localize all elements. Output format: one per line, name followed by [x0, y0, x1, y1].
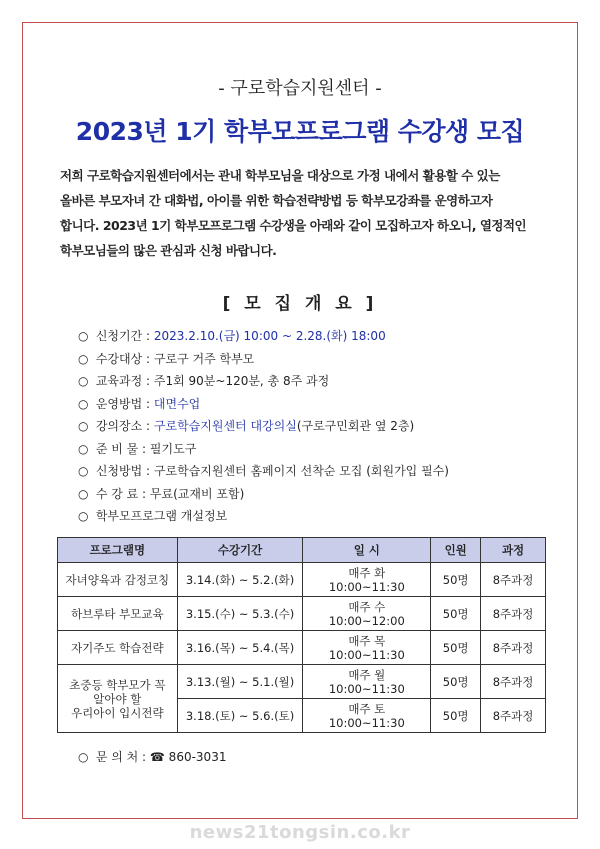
- intro-line: 학부모님들의 많은 관심과 신청 바랍니다.: [60, 243, 277, 258]
- intro-line: 올바른 부모자녀 간 대화법, 아이를 위한 학습전략방법 등 학부모강좌를 운영하고자: [60, 193, 493, 208]
- info-label: 학부모프로그램 개설정보: [95, 509, 228, 523]
- info-item-fee: [78, 483, 558, 506]
- program-capacity: 50명: [431, 597, 481, 631]
- program-course: 8주과정: [481, 699, 546, 733]
- program-capacity: 50명: [431, 699, 481, 733]
- info-item-period: [78, 325, 558, 348]
- program-schedule: [303, 631, 431, 665]
- info-value: 필기도구: [149, 441, 197, 456]
- program-period: 3.16.(목) ~ 5.4.(목): [177, 631, 303, 665]
- table-row: [58, 563, 546, 597]
- info-item-programs: [78, 505, 558, 528]
- schedule-time: 10:00~11:30: [328, 579, 405, 594]
- circle-bullet-icon: ○: [78, 351, 89, 366]
- circle-bullet-icon: ○: [78, 750, 89, 764]
- section-title: [ 모 집 개 요 ]: [222, 294, 378, 314]
- circle-bullet-icon: ○: [78, 329, 89, 343]
- table-row: [58, 597, 546, 631]
- schedule-day: 매주 목: [348, 633, 386, 648]
- info-label: 수 강 료 :: [95, 486, 147, 501]
- info-item-supplies: [78, 438, 558, 461]
- circle-bullet-icon: ○: [78, 441, 89, 456]
- circle-bullet-icon: ○: [78, 464, 89, 478]
- info-label: 교육과정 :: [95, 374, 151, 388]
- program-name-line: 초중등 학부모가 꼭: [69, 677, 166, 692]
- intro-line: 저희 구로학습지원센터에서는 관내 학부모님을 대상으로 가정 내에서 활용할 수 있는: [60, 168, 500, 183]
- info-value: 구로구 거주 학부모: [153, 351, 255, 366]
- info-label: 수강대상 :: [95, 351, 151, 366]
- column-header: 인원: [431, 538, 481, 563]
- program-schedule: [303, 699, 431, 733]
- intro-paragraph: [60, 163, 546, 263]
- info-item-apply: [78, 460, 558, 483]
- schedule-day: 매주 수: [348, 599, 386, 614]
- circle-bullet-icon: ○: [78, 509, 89, 523]
- program-schedule: [303, 665, 431, 699]
- program-course: 8주과정: [481, 597, 546, 631]
- table-row: [58, 665, 546, 699]
- program-capacity: 50명: [431, 563, 481, 597]
- program-schedule: [303, 563, 431, 597]
- circle-bullet-icon: ○: [78, 486, 89, 501]
- info-value-rest: (구로구민회관 옆 2층): [296, 419, 415, 433]
- schedule-time: 10:00~12:00: [328, 613, 405, 628]
- intro-line: 합니다. 2023년 1기 학부모프로그램 수강생을 아래와 같이 모집하고자 하오니, 열정적인: [60, 218, 527, 233]
- program-schedule: [303, 597, 431, 631]
- info-value: 2023.2.10.(금) 10:00 ~ 2.28.(화) 18:00: [153, 329, 386, 343]
- column-header: 과정: [481, 538, 546, 563]
- program-name-line: 우리아이 입시전략: [71, 705, 164, 720]
- schedule-day: 매주 월: [348, 667, 386, 682]
- schedule-time: 10:00~11:30: [328, 647, 405, 662]
- info-value: 주1회 90분~120분, 총 8주 과정: [153, 374, 330, 388]
- column-header: 프로그램명: [58, 538, 178, 563]
- info-value: 구로학습지원센터 홈페이지 선착순 모집 (회원가입 필수): [153, 464, 449, 478]
- footer-watermark: news21tongsin.co.kr: [189, 822, 411, 843]
- info-item-location: [78, 415, 558, 438]
- info-label: 강의장소 :: [95, 419, 151, 433]
- program-name: 하브루타 부모교육: [58, 597, 178, 631]
- info-label: 준 비 물 :: [95, 441, 147, 456]
- program-name: 자녀양육과 감정코칭: [58, 563, 178, 597]
- column-header: 일 시: [303, 538, 431, 563]
- program-course: 8주과정: [481, 631, 546, 665]
- info-item-target: [78, 348, 558, 371]
- program-name-line: 알아야 할: [93, 691, 142, 706]
- program-table: [57, 537, 546, 733]
- program-name: [58, 665, 178, 733]
- schedule-time: 10:00~11:30: [328, 715, 405, 730]
- info-label: 신청기간 :: [95, 329, 151, 343]
- info-item-method: [78, 393, 558, 416]
- contact-info: [78, 748, 226, 765]
- schedule-day: 매주 화: [348, 565, 386, 580]
- program-course: 8주과정: [481, 563, 546, 597]
- info-label: 운영방법 :: [95, 396, 151, 411]
- circle-bullet-icon: ○: [78, 396, 89, 411]
- info-item-course: [78, 370, 558, 393]
- program-capacity: 50명: [431, 631, 481, 665]
- program-course: 8주과정: [481, 665, 546, 699]
- circle-bullet-icon: ○: [78, 419, 89, 433]
- schedule-time: 10:00~11:30: [328, 681, 405, 696]
- program-period: 3.13.(월) ~ 5.1.(월): [177, 665, 303, 699]
- info-label: 신청방법 :: [95, 464, 151, 478]
- info-list: [78, 325, 558, 528]
- info-value-highlight: 구로학습지원센터 대강의실: [153, 419, 297, 433]
- table-header-row: [58, 538, 546, 563]
- circle-bullet-icon: ○: [78, 374, 89, 388]
- program-period: 3.15.(수) ~ 5.3.(수): [177, 597, 303, 631]
- info-value: 무료(교재비 포함): [149, 486, 245, 501]
- contact-phone: ☎ 860-3031: [149, 750, 227, 764]
- page-title: 2023년 1기 학부모프로그램 수강생 모집: [75, 117, 525, 146]
- schedule-day: 매주 토: [348, 701, 386, 716]
- organization-name: - 구로학습지원센터 -: [218, 78, 382, 99]
- program-name: 자기주도 학습전략: [58, 631, 178, 665]
- program-period: 3.14.(화) ~ 5.2.(화): [177, 563, 303, 597]
- program-capacity: 50명: [431, 665, 481, 699]
- column-header: 수강기간: [177, 538, 303, 563]
- table-row: [58, 631, 546, 665]
- program-period: 3.18.(토) ~ 5.6.(토): [177, 699, 303, 733]
- contact-label: 문 의 처 :: [95, 750, 147, 764]
- info-value: 대면수업: [153, 396, 201, 411]
